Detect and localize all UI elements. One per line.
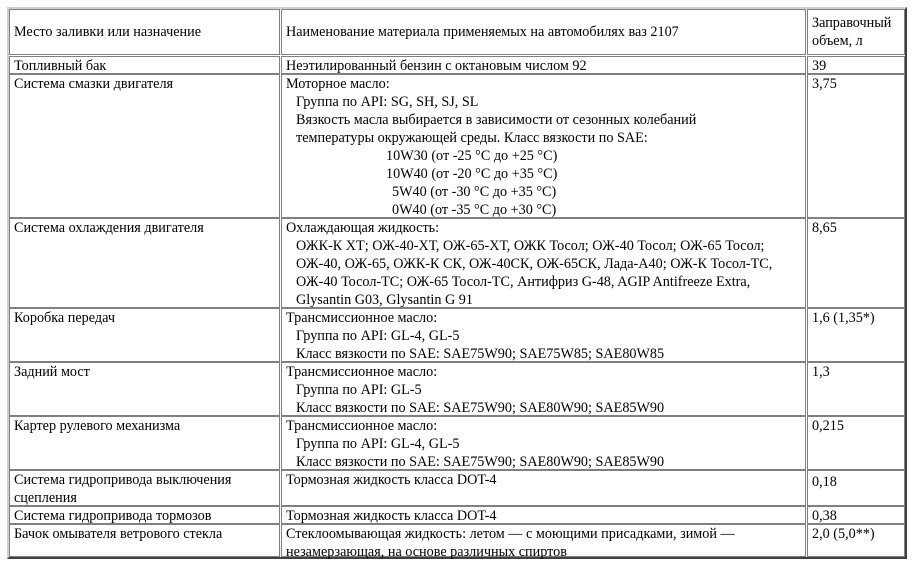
table-row-material: Трансмиссионное масло: Группа по API: GL-5 Класс вязкости по SAE: SAE75W90; SAE80W90; SAE85W90 xyxy=(281,362,806,416)
table-row-material: Тормозная жидкость класса DOT-4 xyxy=(281,506,806,524)
table-row-place: Коробка передач xyxy=(9,308,280,362)
header-cell-material xyxy=(281,9,806,55)
table-row-place: Картер рулевого механизма xyxy=(9,416,280,470)
table-row-material: Моторное масло: Группа по API: SG, SH, SJ, SL Вязкость масла выбирается в зависимости от сезонных колебаний температуры окружающей среды. Класс вязкости по SAE: 10W30 (от -25 °С до +25 °С) 10W40 (от -20 °С до +35 °С) 5W40 (от -30 °С до +35 °С) 0W40 (от -35 °С до +30 °С) xyxy=(281,74,806,218)
table-row-material: Охлаждающая жидкость: ОЖК-К ХТ; ОЖ-40-ХТ, ОЖ-65-ХТ, ОЖК Тосол; ОЖ-40 Тосол; ОЖ-65 Тосол; ОЖ-40, ОЖ-65, ОЖК-К СК, ОЖ-40СК, ОЖ-65СК, Лада-А40; ОЖ-К Тосол-ТС, ОЖ-40 Тосол-ТС; ОЖ-65 Тосол-ТС, Антифриз G-48, AGIP Antifreeze Extra, Glysantin G03, Glysantin G 91 xyxy=(281,218,806,308)
table-row-volume: 3,75 xyxy=(807,74,905,218)
header-material: Наименование материала применяемых на автомобилях ваз 2107 xyxy=(286,24,679,40)
table-row-place: Задний мост xyxy=(9,362,280,416)
table-row-material: Трансмиссионное масло: Группа по API: GL-4, GL-5 Класс вязкости по SAE: SAE75W90; SAE75W85; SAE80W85 xyxy=(281,308,806,362)
table-row-place: Топливный бак xyxy=(9,56,280,74)
table-row-volume: 0,38 xyxy=(807,506,905,524)
table-row-material: Тормозная жидкость класса DOT-4 xyxy=(281,470,806,506)
table-row-volume: 0,215 xyxy=(807,416,905,470)
table-row-volume: 1,3 xyxy=(807,362,905,416)
table-row-volume: 0,18 xyxy=(807,470,905,506)
table-row-place: Система охлаждения двигателя xyxy=(9,218,280,308)
table-row-place: Система гидропривода тормозов xyxy=(9,506,280,524)
table-row-place: Бачок омывателя ветрового стекла xyxy=(9,524,280,557)
table-row-volume: 2,0 (5,0**) xyxy=(807,524,905,557)
table-row-place: Система гидропривода выключения сцепления xyxy=(9,470,280,506)
header-volume-line1: Заправочный xyxy=(812,15,892,31)
header-cell-volume xyxy=(807,9,905,55)
header-place: Место заливки или назначение xyxy=(14,24,202,40)
table-row-material: Стеклоомывающая жидкость: летом — с моющими присадками, зимой — незамерзающая, на основе различных спиртов xyxy=(281,524,806,557)
table-row-volume: 8,65 xyxy=(807,218,905,308)
table-row-volume: 39 xyxy=(807,56,905,74)
table-row-place: Система смазки двигателя xyxy=(9,74,280,218)
header-cell-place xyxy=(9,9,280,55)
table-row-material: Неэтилированный бензин с октановым числом 92 xyxy=(281,56,806,74)
table-row-volume: 1,6 (1,35*) xyxy=(807,308,905,362)
header-volume-line2: объем, л xyxy=(812,33,863,49)
table-row-material: Трансмиссионное масло: Группа по API: GL-4, GL-5 Класс вязкости по SAE: SAE75W90; SAE80W90; SAE85W90 xyxy=(281,416,806,470)
